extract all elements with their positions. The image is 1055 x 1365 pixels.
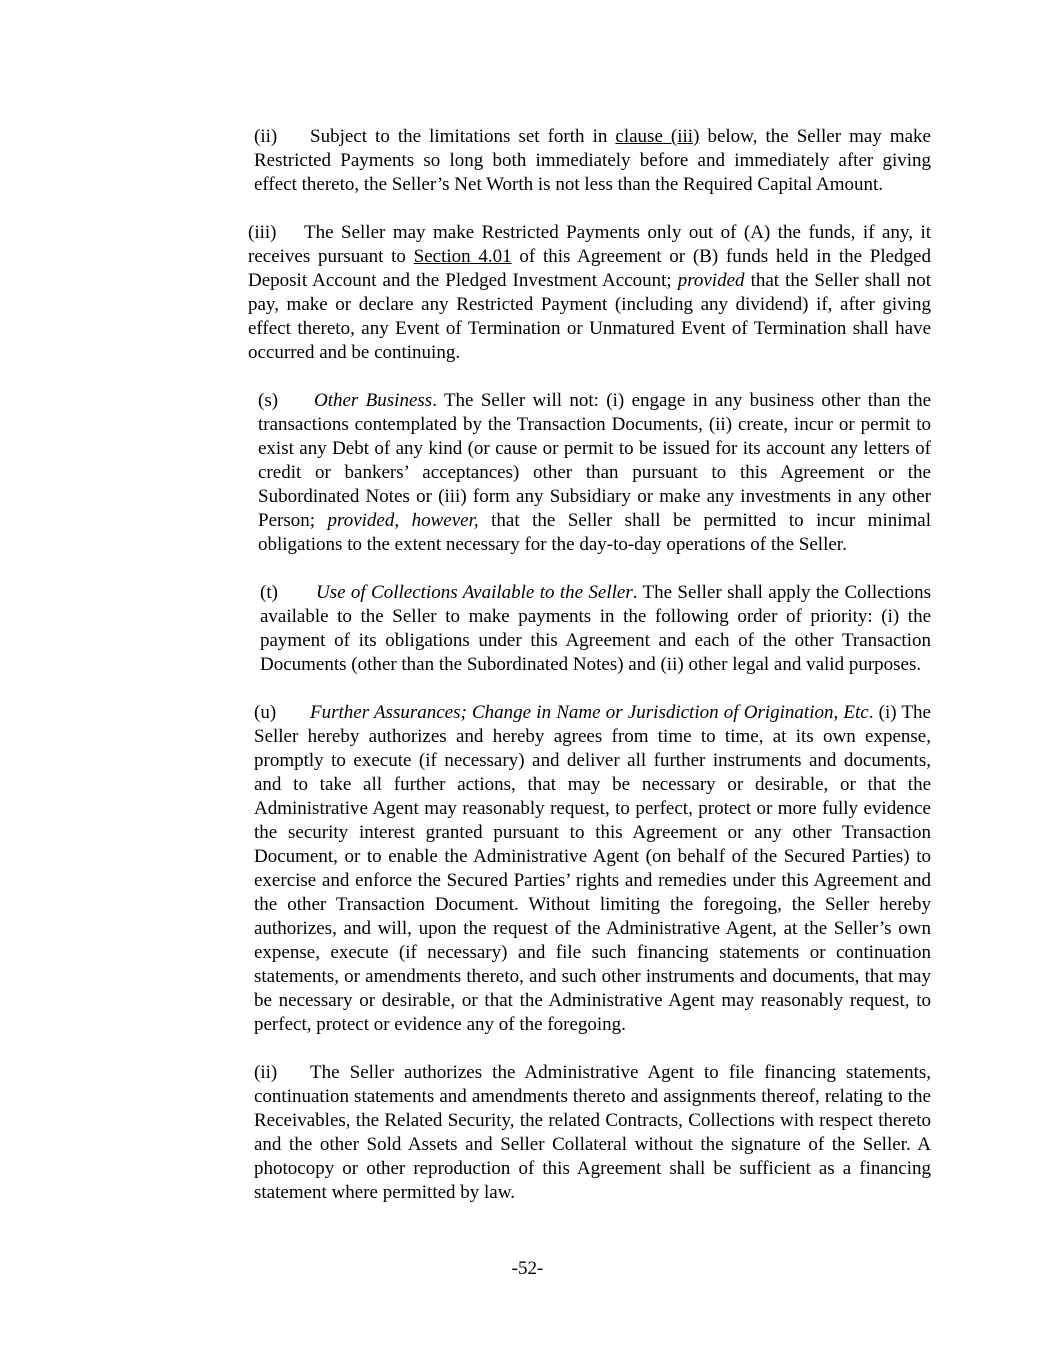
paragraph-text: . (i) The Seller hereby authorizes and hereby agrees from time to time, at its own expense, promptly to execute (if necessary) and deliver all further instruments and documents, and to take all further actions, that may be necessary or desirable, or that the Administrative Agent may reasonably request, to perfect, protect or more fully evidence the security interest granted pursuant to this Agreement or any other Transaction Document, or to enable the Administrative Agent (on behalf of the Secured Parties) to exercise and enforce the Secured Parties’ rights and remedies under this Agreement and the other Transaction Document. Without limiting the foregoing, the Seller hereby authorizes, and will, upon the request of the Administrative Agent, at the Seller’s own expense, execute (if necessary) and file such financing statements or continuation statements, or amendments thereto, and such other instruments and documents, that may be necessary or desirable, or that the Administrative Agent may reasonably request, to perfect, protect or evidence any of the foregoing. [254,702,931,1035]
clause-marker: (s) [258,390,279,411]
section-heading: Further Assurances; Change in Name or Jurisdiction of Origination, Etc [310,702,869,723]
paragraph-u-further-assurances [186,701,931,1037]
paragraph-t-use-of-collections [186,581,931,677]
clause-marker: (iii) [248,222,277,243]
paragraph-text: . The Seller will not: (i) engage in any business other than the transactions contemplated by the Transaction Documents, (ii) create, incur or permit to exist any Debt of any kind (or cause or permit to be issued for its account any letters of credit or bankers’ acceptances) other than pursuant to this Agreement or the Subordinated Notes or (iii) form any Subsidiary or make any investments in any other Person; [258,390,932,531]
clause-iii-reference: clause (iii) [615,126,700,147]
provided-however-term: provided, however, [327,510,479,531]
paragraph-text: Subject to the limitations set forth in [310,126,616,147]
paragraph-text: that the Seller shall be permitted to incur minimal obligations to the extent necessary for the day-to-day operations of the Seller. [258,510,931,555]
paragraph-text: below, the Seller may make Restricted Payments so long both immediately before and immediately after giving effect thereto, the Seller’s Net Worth is not less than the Required Capital Amount. [254,126,931,195]
paragraph-ii-restricted-payments [186,125,931,197]
page-number: -52- [511,1258,544,1279]
clause-marker: (ii) [254,1062,278,1083]
clause-marker: (ii) [254,126,278,147]
paragraph-text: The Seller authorizes the Administrative Agent to file financing statements, continuation statements and amendments thereto and assignments thereof, relating to the Receivables, the Related Security, the related Contracts, Collections with respect thereto and the other Sold Assets and Seller Collateral without the signature of the Seller. A photocopy or other reproduction of this Agreement shall be sufficient as a financing statement where permitted by law. [254,1062,931,1203]
paragraph-iii-restricted-payment-sources [186,221,931,365]
section-heading: Other Business [314,390,433,411]
paragraph-ii-financing-statements [186,1061,931,1205]
paragraph-s-other-business [186,389,931,557]
paragraph-text: . The Seller shall apply the Collections available to the Seller to make payments in the following order of priority: (i) the payment of its obligations under this Agreement and each of the other Transaction Documents (other than the Subordinated Notes) and (ii) other legal and valid purposes. [260,582,931,675]
clause-marker: (u) [254,702,277,723]
section-4-01-reference: Section 4.01 [413,246,512,267]
paragraph-text: The Seller may make Restricted Payments only out of (A) the funds, if any, it receives pursuant to [248,222,931,267]
section-heading: Use of Collections Available to the Seller [316,582,633,603]
paragraph-text: of this Agreement or (B) funds held in the Pledged Deposit Account and the Pledged Investment Account; [248,246,931,291]
document-body [186,125,931,1229]
provided-term: provided [677,270,745,291]
clause-marker: (t) [260,582,278,603]
paragraph-text: that the Seller shall not pay, make or declare any Restricted Payment (including any dividend) if, after giving effect thereto, any Event of Termination or Unmatured Event of Termination shall have occurred and be continuing. [248,270,931,363]
